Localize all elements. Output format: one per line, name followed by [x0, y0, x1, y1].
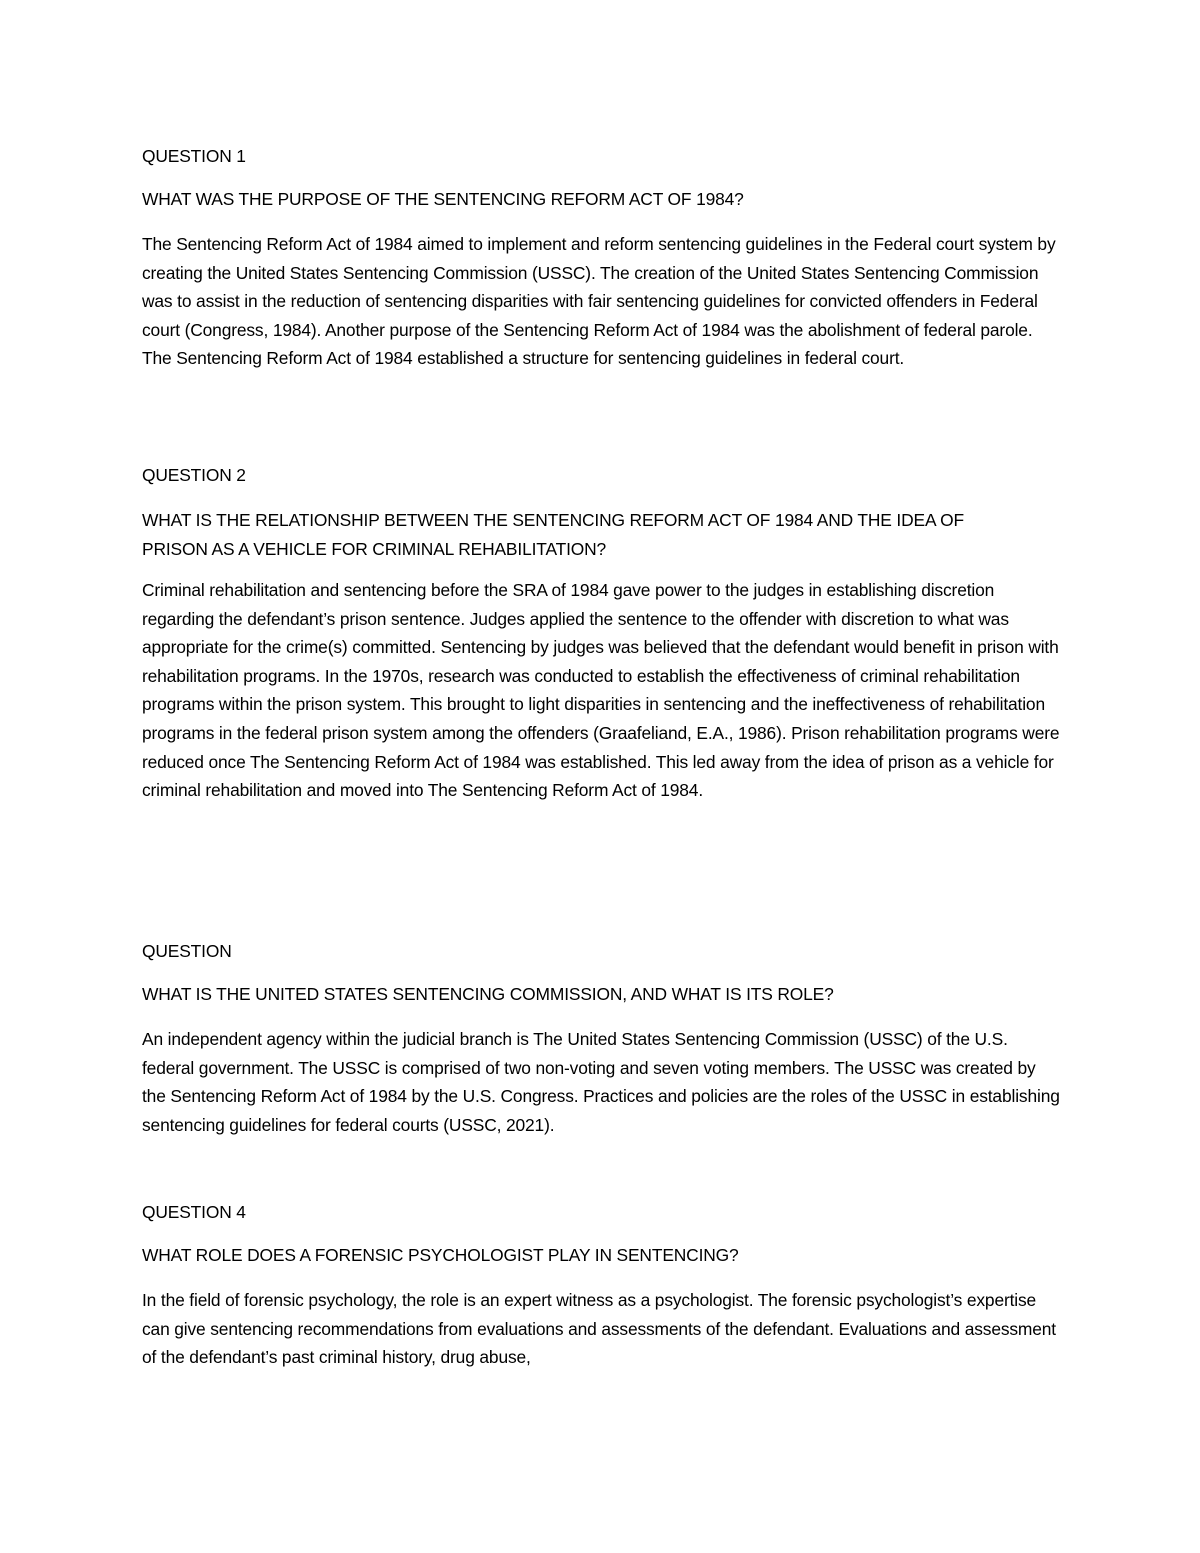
- question-4-answer: In the field of forensic psychology, the role is an expert witness as a psychologist. The forensic psychologist’s expertise can give sentencing recommendations from evaluations and assessments of the defendant. Evaluations and assessment of the defendant’s past criminal history, drug abuse,: [142, 1290, 1056, 1368]
- question-3-answer: An independent agency within the judicial branch is The United States Sentencing Commission (USSC) of the U.S. federal government. The USSC is comprised of two non-voting and seven voting members. The USSC was created by the Sentencing Reform Act of 1984 by the U.S. Congress. Practices and policies are the roles of the USSC in establishing sentencing guidelines for federal courts (USSC, 2021).: [142, 1029, 1060, 1135]
- question-2-answer: Criminal rehabilitation and sentencing before the SRA of 1984 gave power to the judges in establishing discretion regarding the defendant’s prison sentence. Judges applied the sentence to the offender with discretion to what was appropriate for the crime(s) committed. Sentencing by judges was believed that the defendant would benefit in prison with rehabilitation programs. In the 1970s, research was conducted to establish the effectiveness of criminal rehabilitation programs within the prison system. This brought to light disparities in sentencing and the ineffectiveness of rehabilitation programs in the federal prison system among the offenders (Graafeliand, E.A., 1986). Prison rehabilitation programs were reduced once The Sentencing Reform Act of 1984 was established. This led away from the idea of prison as a vehicle for criminal rehabilitation and moved into The Sentencing Reform Act of 1984.: [142, 580, 1060, 801]
- question-3-heading: WHAT IS THE UNITED STATES SENTENCING COMMISSION, AND WHAT IS ITS ROLE?: [142, 984, 834, 1004]
- question-1-answer: The Sentencing Reform Act of 1984 aimed to implement and reform sentencing guidelines in the Federal court system by creating the United States Sentencing Commission (USSC). The creation of the United States Sentencing Commission was to assist in the reduction of sentencing disparities with fair sentencing guidelines for convicted offenders in Federal court (Congress, 1984). Another purpose of the Sentencing Reform Act of 1984 was the abolishment of federal parole. The Sentencing Reform Act of 1984 established a structure for sentencing guidelines in federal court.: [142, 234, 1056, 369]
- question-4-label: QUESTION 4: [142, 1202, 246, 1222]
- question-2-label: QUESTION 2: [142, 465, 246, 485]
- question-2-heading: WHAT IS THE RELATIONSHIP BETWEEN THE SENTENCING REFORM ACT OF 1984 AND THE IDEA OF PRISON AS A VEHICLE FOR CRIMINAL REHABILITATION?: [142, 510, 964, 559]
- question-3-label: QUESTION: [142, 941, 232, 961]
- question-1-heading: WHAT WAS THE PURPOSE OF THE SENTENCING REFORM ACT OF 1984?: [142, 189, 744, 209]
- question-4-heading: WHAT ROLE DOES A FORENSIC PSYCHOLOGIST PLAY IN SENTENCING?: [142, 1245, 739, 1265]
- question-1-label: QUESTION 1: [142, 146, 246, 166]
